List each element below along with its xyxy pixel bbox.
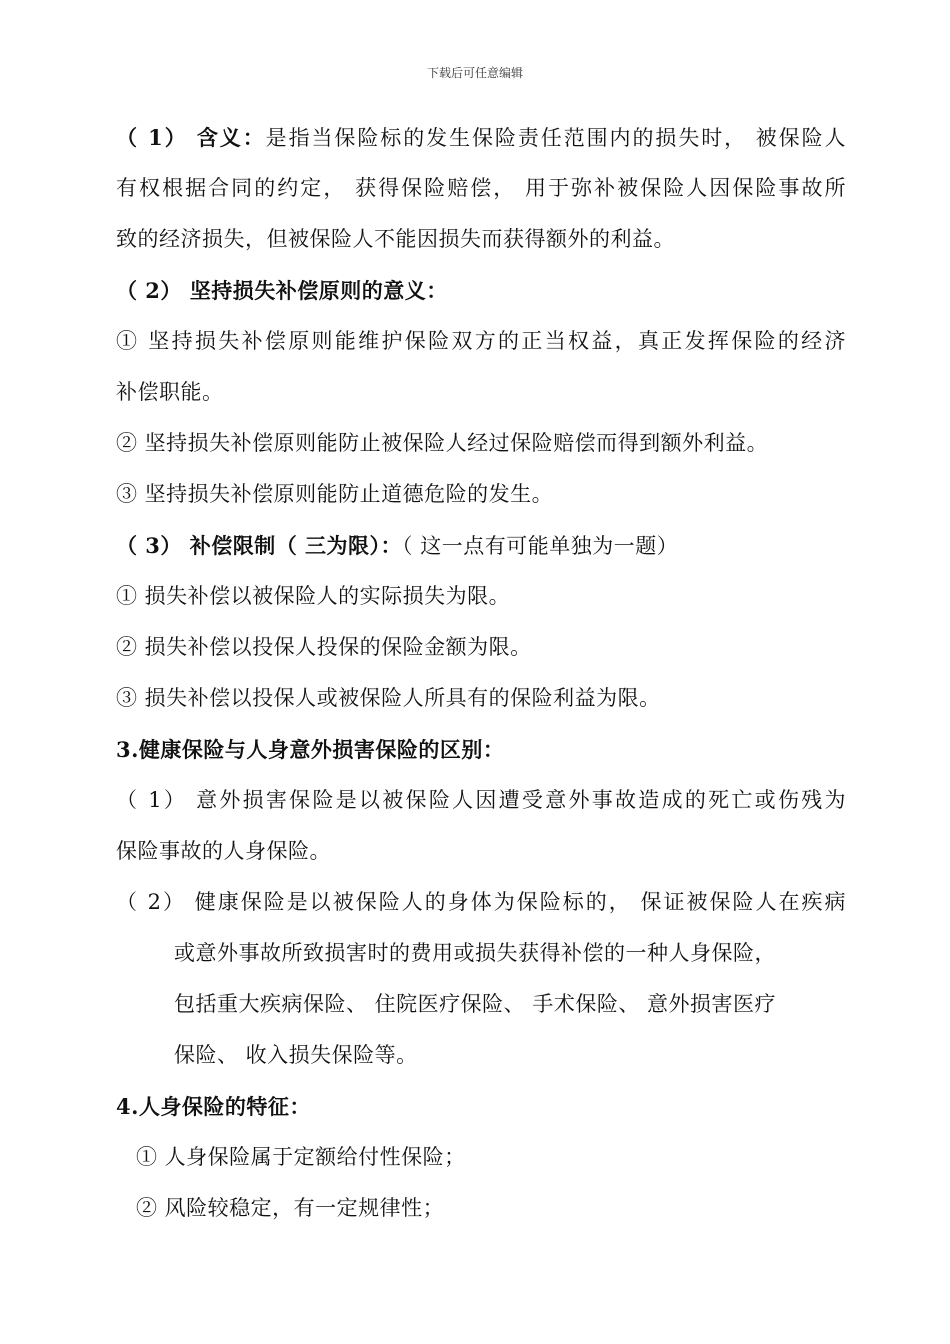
- heading-text: （ 3） 补偿限制（ 三为限）：: [116, 533, 403, 558]
- section-heading: 4.人身保险的特征：: [116, 1094, 311, 1119]
- paragraph-line: [116, 112, 846, 163]
- paragraph-line: （ 1） 意外损害保险是以被保险人因遭受意外事故造成的死亡或伤残为: [116, 788, 846, 812]
- list-item: ① 损失补偿以被保险人的实际损失为限。: [116, 584, 511, 608]
- paragraph-line: 保险、 收入损失保险等。: [174, 1043, 418, 1067]
- paragraph-line: 或意外事故所致损害时的费用或损失获得补偿的一种人身保险，: [174, 941, 776, 965]
- paragraph-line: 保险事故的人身保险。: [116, 839, 331, 863]
- section-heading: 3.健康保险与人身意外损害保险的区别：: [116, 737, 505, 762]
- section-heading: [116, 520, 846, 571]
- heading-note: （ 这一点有可能单独为一题）: [402, 534, 679, 558]
- list-item: ③ 损失补偿以投保人或被保险人所具有的保险利益为限。: [116, 686, 661, 710]
- paragraph-line: 有权根据合同的约定， 获得保险赔偿， 用于弥补被保险人因保险事故所: [116, 176, 846, 200]
- list-item: ③ 坚持损失补偿原则能防止道德危险的发生。: [116, 482, 554, 506]
- section-heading: （ 2） 坚持损失补偿原则的意义：: [116, 278, 448, 303]
- list-item: ② 坚持损失补偿原则能防止被保险人经过保险赔偿而得到额外利益。: [116, 431, 769, 455]
- text-span: 是指当保险标的发生保险责任范围内的损失时， 被保险人: [265, 126, 846, 150]
- paragraph-line: 包括重大疾病保险、 住院医疗保险、 手术保险、 意外损害医疗: [174, 992, 777, 1016]
- paragraph-line: （ 2） 健康保险是以被保险人的身体为保险标的， 保证被保险人在疾病: [116, 890, 846, 914]
- list-item: ① 人身保险属于定额给付性保险；: [136, 1145, 466, 1169]
- list-item: ② 损失补偿以投保人投保的保险金额为限。: [116, 635, 532, 659]
- list-item-continuation: 补偿职能。: [116, 380, 224, 404]
- list-item: ① 坚持损失补偿原则能维护保险双方的正当权益，真正发挥保险的经济: [116, 329, 846, 353]
- paragraph-line: 致的经济损失，但被保险人不能因损失而获得额外的利益。: [116, 227, 675, 251]
- document-body: [116, 112, 846, 1234]
- header-note: 下载后可任意编辑: [426, 66, 523, 80]
- list-item: ② 风险较稳定，有一定规律性；: [136, 1196, 445, 1220]
- heading-prefix: （ 1） 含义：: [116, 125, 266, 150]
